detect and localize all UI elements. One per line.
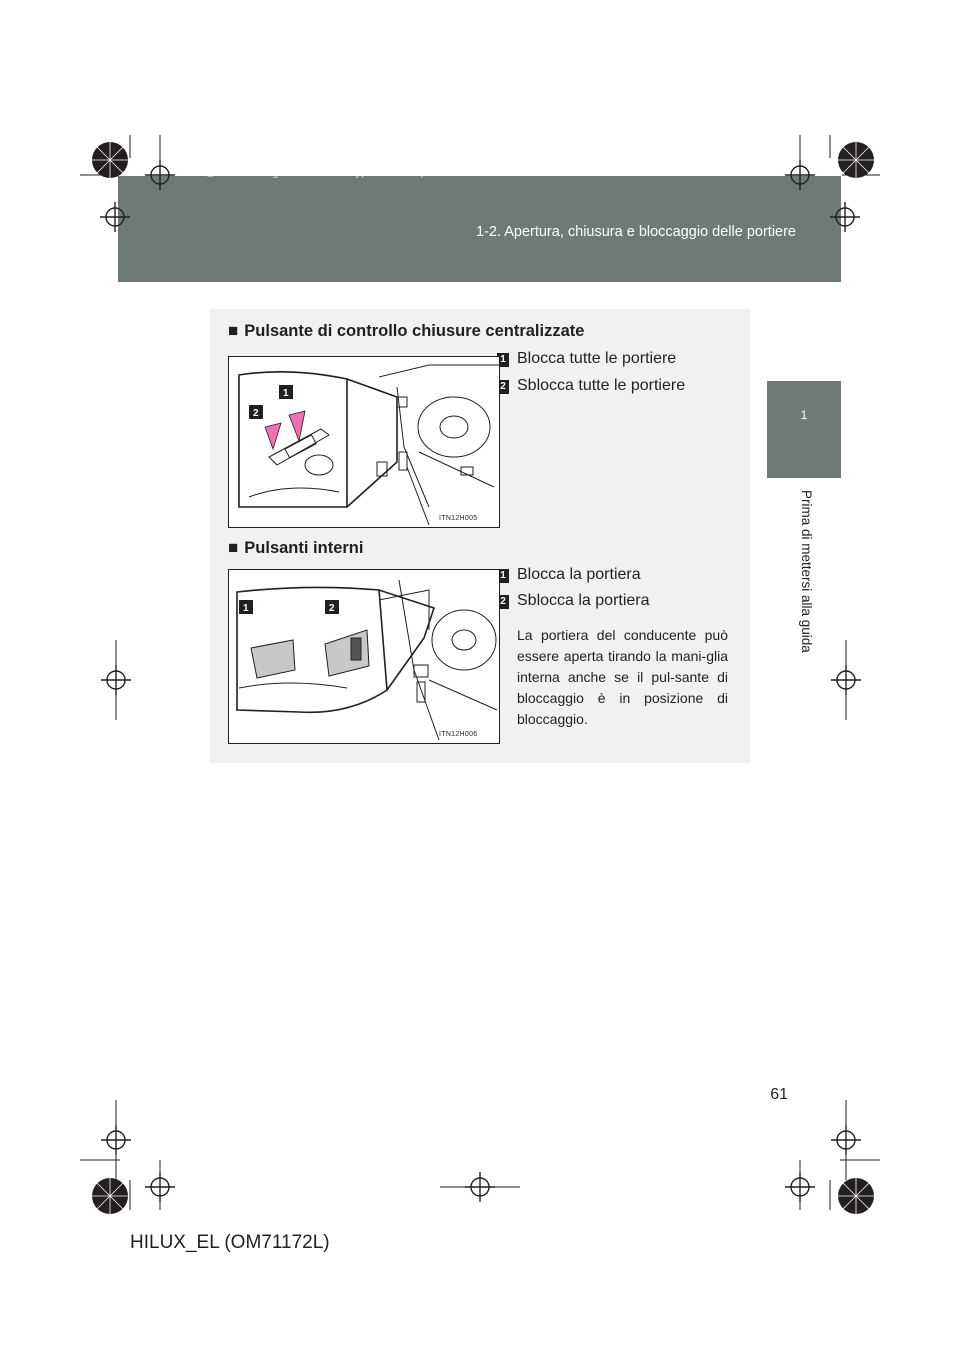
svg-text:2: 2 <box>253 408 259 419</box>
dashboard-illustration <box>229 357 499 527</box>
page-number: 61 <box>770 1086 788 1103</box>
book-stamp: HILUX_EL.book Page 61 Wednesday, March 23, 2011 3:30 PM <box>178 168 503 179</box>
number-badge: 1 <box>497 353 509 367</box>
chapter-title: Prima di mettersi alla guida <box>799 490 814 653</box>
list-item: 2 Sblocca la portiera <box>517 592 650 610</box>
list-item: 1 Blocca la portiera <box>517 566 641 584</box>
figure-code: ITN12H006 <box>439 731 478 738</box>
note-text: La portiera del conducente può essere aperta tirando la mani-glia interna anche se il pul-sante di bloccaggio è in posizione di bloccaggio. <box>517 627 728 727</box>
svg-text:1: 1 <box>283 388 289 399</box>
figure-interior-lock-buttons <box>228 569 500 744</box>
bullet-square-icon: ■ <box>228 321 239 340</box>
section-heading-interior-buttons: ■ Pulsanti interni <box>228 538 364 557</box>
number-badge: 2 <box>497 380 509 394</box>
number-badge: 2 <box>497 595 509 609</box>
bullet-square-icon: ■ <box>228 538 239 557</box>
door-panel-illustration <box>229 570 499 743</box>
section-heading-central-locking: ■ Pulsante di controllo chiusure centralizzate <box>228 321 585 340</box>
svg-text:2: 2 <box>329 603 335 614</box>
chapter-number: 1 <box>800 408 808 422</box>
svg-text:1: 1 <box>243 603 249 614</box>
figure-code: ITN12H005 <box>439 515 478 522</box>
figure-central-lock-switch <box>228 356 500 528</box>
list-item: 1 Blocca tutte le portiere <box>517 350 676 368</box>
model-code: HILUX_EL (OM71172L) <box>130 1232 330 1253</box>
list-item: 2 Sblocca tutte le portiere <box>517 377 685 395</box>
section-title: 1-2. Apertura, chiusura e bloccaggio delle portiere <box>476 224 796 240</box>
number-badge: 1 <box>497 569 509 583</box>
